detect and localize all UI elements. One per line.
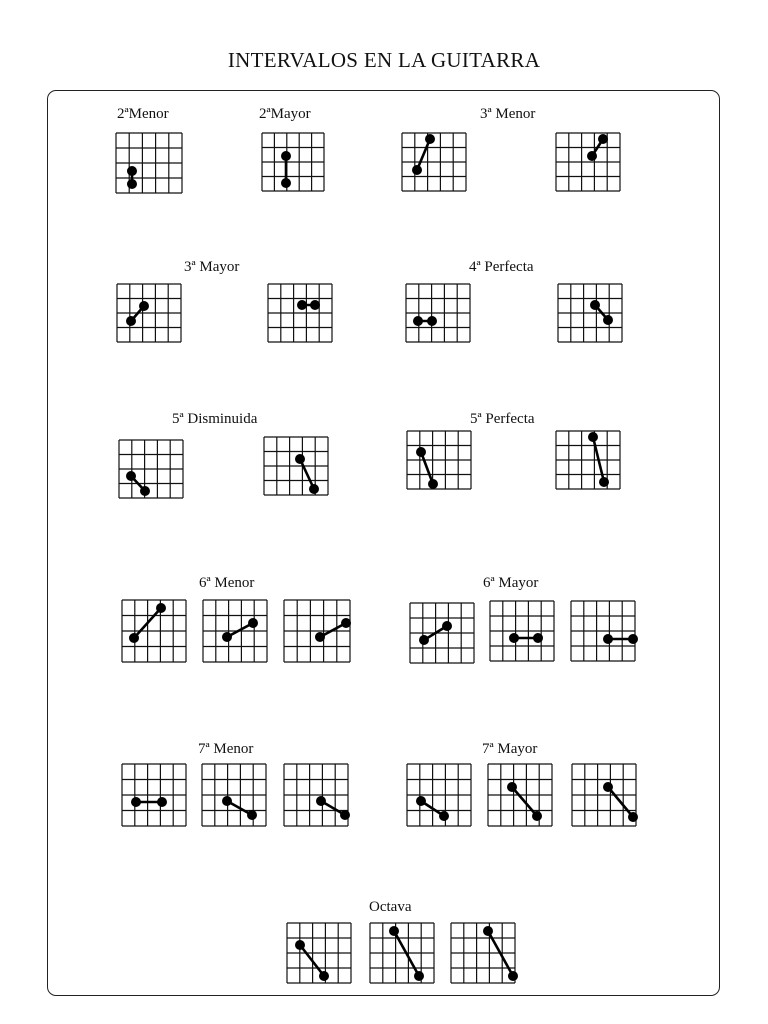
label-7-mayor: 7ª Mayor bbox=[482, 741, 538, 757]
root-note-dot bbox=[603, 634, 613, 644]
interval-note-dot bbox=[599, 477, 609, 487]
diagram-5-perf-a bbox=[407, 431, 471, 489]
root-note-dot bbox=[131, 797, 141, 807]
label-2-mayor: 2ªMayor bbox=[259, 106, 311, 122]
fret-grid bbox=[406, 284, 470, 342]
interval-note-dot bbox=[508, 971, 518, 981]
diagram-3-mayor-a bbox=[117, 284, 181, 342]
diagram-octava-c bbox=[451, 923, 515, 983]
diagram-6-menor-a bbox=[122, 600, 186, 662]
root-note-dot bbox=[412, 165, 422, 175]
diagram-6-menor-b bbox=[203, 600, 267, 662]
interval-note-dot bbox=[340, 810, 350, 820]
interval-note-dot bbox=[427, 316, 437, 326]
fret-grid bbox=[571, 601, 635, 661]
diagram-2-mayor-a bbox=[262, 133, 324, 191]
root-note-dot bbox=[295, 454, 305, 464]
interval-note-dot bbox=[310, 300, 320, 310]
page-title: INTERVALOS EN LA GUITARRA bbox=[227, 48, 541, 72]
root-note-dot bbox=[129, 633, 139, 643]
fret-grid bbox=[558, 284, 622, 342]
label-7-menor: 7ª Menor bbox=[198, 741, 254, 757]
fret-grid bbox=[116, 133, 182, 193]
fret-grid bbox=[556, 133, 620, 191]
interval-note-dot bbox=[139, 301, 149, 311]
diagram-6-mayor-b bbox=[490, 601, 554, 661]
diagram-7-mayor-a bbox=[407, 764, 471, 826]
interval-note-dot bbox=[598, 134, 608, 144]
fret-grid bbox=[490, 601, 554, 661]
fret-grid bbox=[262, 133, 324, 191]
interval-note-dot bbox=[247, 810, 257, 820]
root-note-dot bbox=[127, 166, 137, 176]
root-note-dot bbox=[222, 796, 232, 806]
label-2-menor: 2ªMenor bbox=[117, 106, 169, 122]
root-note-dot bbox=[126, 471, 136, 481]
root-note-dot bbox=[297, 300, 307, 310]
diagram-5-dis-b bbox=[264, 437, 328, 495]
root-note-dot bbox=[588, 432, 598, 442]
fret-grid bbox=[268, 284, 332, 342]
fret-grid bbox=[287, 923, 351, 983]
fret-grid bbox=[264, 437, 328, 495]
diagram-3-menor-a bbox=[402, 133, 466, 191]
root-note-dot bbox=[416, 447, 426, 457]
interval-note-dot bbox=[425, 134, 435, 144]
interval-note-dot bbox=[127, 179, 137, 189]
interval-connector bbox=[608, 787, 633, 817]
interval-note-dot bbox=[319, 971, 329, 981]
label-6-mayor: 6ª Mayor bbox=[483, 575, 539, 591]
fret-grid bbox=[370, 923, 434, 983]
diagram-3-mayor-b bbox=[268, 284, 332, 342]
root-note-dot bbox=[413, 316, 423, 326]
fret-grid bbox=[407, 431, 471, 489]
fret-grid bbox=[203, 600, 267, 662]
root-note-dot bbox=[590, 300, 600, 310]
interval-note-dot bbox=[628, 634, 638, 644]
label-3-mayor: 3ª Mayor bbox=[184, 259, 240, 275]
interval-note-dot bbox=[532, 811, 542, 821]
root-note-dot bbox=[316, 796, 326, 806]
root-note-dot bbox=[419, 635, 429, 645]
diagram-7-menor-b bbox=[202, 764, 266, 826]
root-note-dot bbox=[281, 151, 291, 161]
fret-grid bbox=[407, 764, 471, 826]
interval-note-dot bbox=[428, 479, 438, 489]
fret-grid bbox=[117, 284, 181, 342]
root-note-dot bbox=[587, 151, 597, 161]
diagram-6-menor-c bbox=[284, 600, 350, 662]
fret-grid bbox=[122, 600, 186, 662]
fret-grid bbox=[119, 440, 183, 498]
fret-grid bbox=[451, 923, 515, 983]
root-note-dot bbox=[295, 940, 305, 950]
label-3-menor: 3ª Menor bbox=[480, 106, 536, 122]
root-note-dot bbox=[603, 782, 613, 792]
label-6-menor: 6ª Menor bbox=[199, 575, 255, 591]
interval-note-dot bbox=[157, 797, 167, 807]
content-frame bbox=[47, 90, 720, 996]
diagram-7-mayor-b bbox=[488, 764, 552, 826]
interval-note-dot bbox=[603, 315, 613, 325]
label-5-perfecta: 5ª Perfecta bbox=[470, 411, 535, 427]
fret-grid bbox=[410, 603, 474, 663]
diagram-6-mayor-a bbox=[410, 603, 474, 663]
root-note-dot bbox=[416, 796, 426, 806]
diagram-2-menor bbox=[116, 133, 182, 193]
root-note-dot bbox=[389, 926, 399, 936]
diagram-octava-b bbox=[370, 923, 434, 983]
interval-note-dot bbox=[281, 178, 291, 188]
fret-grid bbox=[284, 764, 348, 826]
interval-note-dot bbox=[628, 812, 638, 822]
interval-note-dot bbox=[309, 484, 319, 494]
label-octava: Octava bbox=[369, 899, 412, 915]
diagram-octava-a bbox=[287, 923, 351, 983]
root-note-dot bbox=[509, 633, 519, 643]
interval-note-dot bbox=[442, 621, 452, 631]
root-note-dot bbox=[507, 782, 517, 792]
fret-grid bbox=[122, 764, 186, 826]
diagram-4-perfecta-b bbox=[558, 284, 622, 342]
root-note-dot bbox=[126, 316, 136, 326]
interval-note-dot bbox=[156, 603, 166, 613]
interval-note-dot bbox=[248, 618, 258, 628]
diagram-7-menor-a bbox=[122, 764, 186, 826]
diagram-4-perfecta-a bbox=[406, 284, 470, 342]
interval-note-dot bbox=[439, 811, 449, 821]
interval-note-dot bbox=[140, 486, 150, 496]
interval-connector bbox=[421, 452, 433, 484]
interval-note-dot bbox=[533, 633, 543, 643]
diagram-6-mayor-c bbox=[571, 601, 635, 661]
fret-grid bbox=[572, 764, 636, 826]
fret-grid bbox=[284, 600, 350, 662]
root-note-dot bbox=[222, 632, 232, 642]
diagram-5-dis-a bbox=[119, 440, 183, 498]
diagram-5-perf-b bbox=[556, 431, 620, 489]
root-note-dot bbox=[483, 926, 493, 936]
diagram-7-menor-c bbox=[284, 764, 348, 826]
interval-note-dot bbox=[414, 971, 424, 981]
diagram-3-menor-b bbox=[556, 133, 620, 191]
diagram-7-mayor-c bbox=[572, 764, 636, 826]
label-5-disminuida: 5ª Disminuida bbox=[172, 411, 258, 427]
fret-grid bbox=[556, 431, 620, 489]
interval-note-dot bbox=[341, 618, 351, 628]
interval-connector bbox=[512, 787, 537, 816]
label-4-perfecta: 4ª Perfecta bbox=[469, 259, 534, 275]
root-note-dot bbox=[315, 632, 325, 642]
